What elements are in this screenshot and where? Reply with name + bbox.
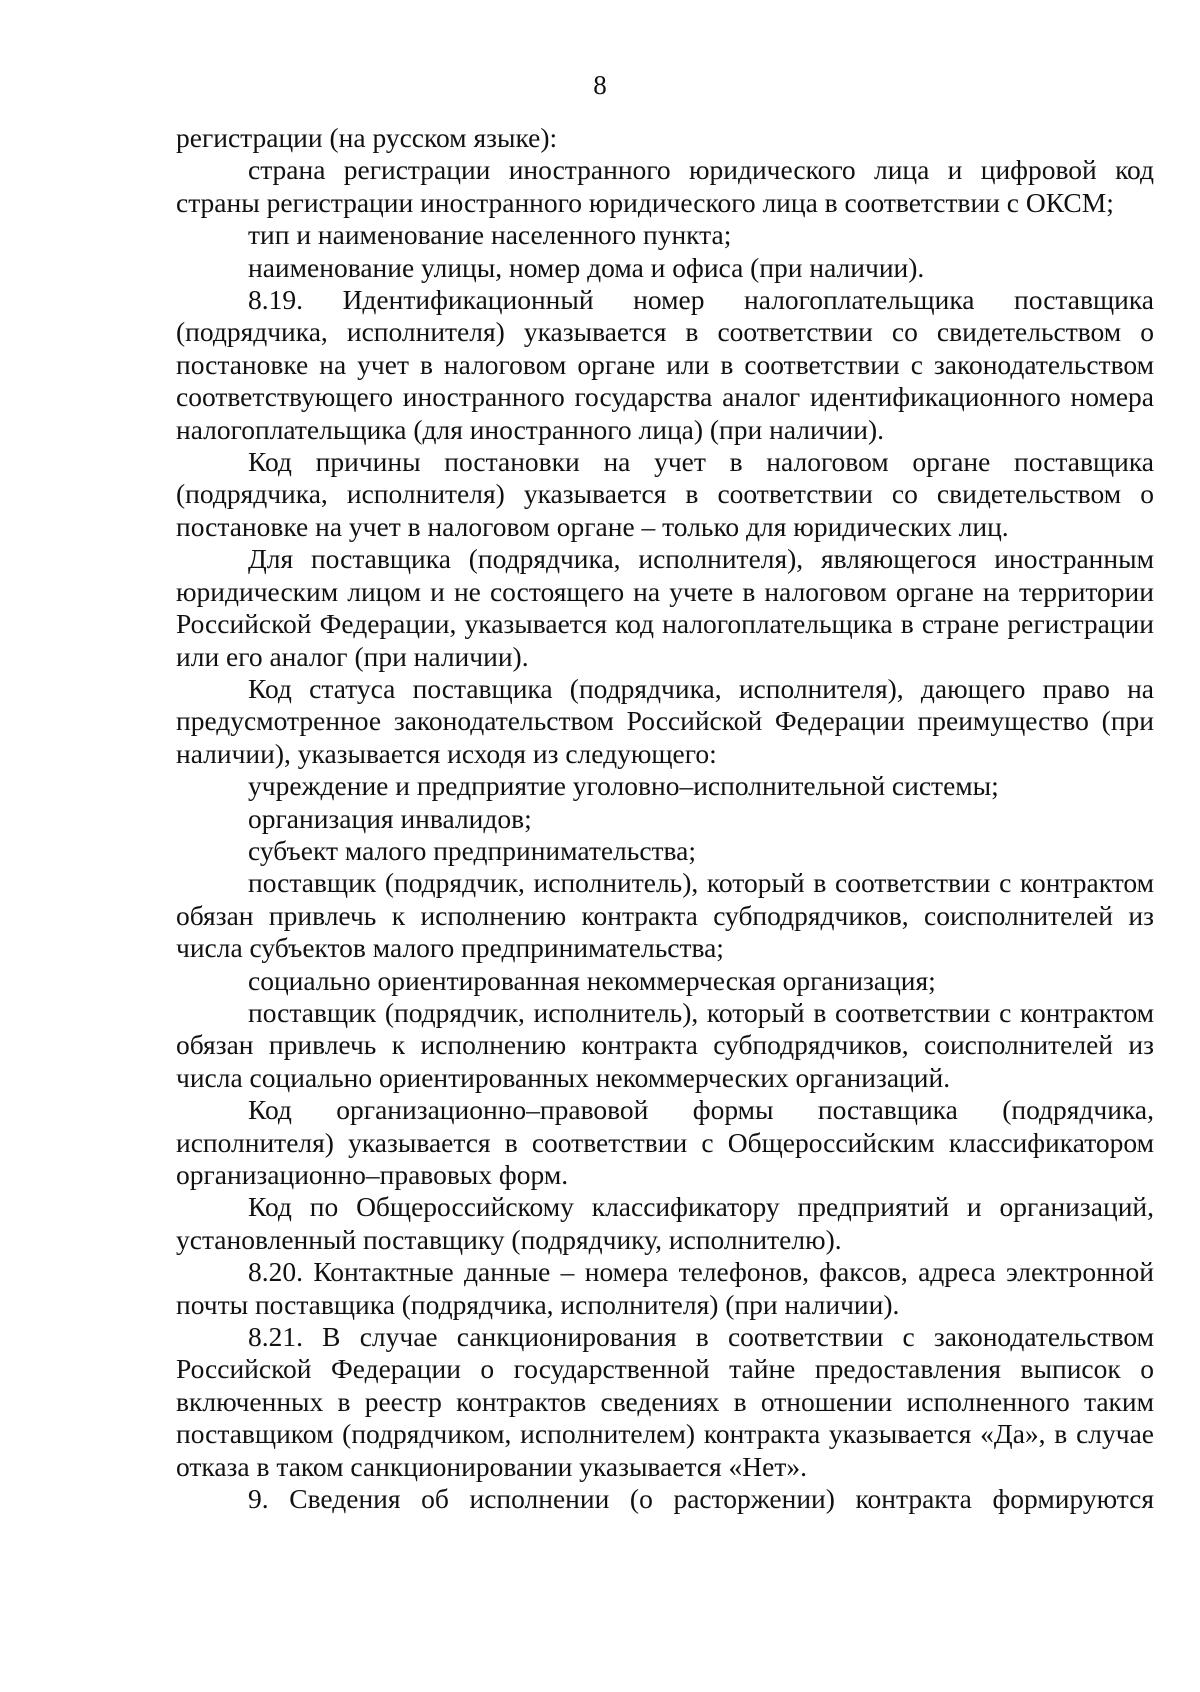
paragraph-okpo-code: Код по Общероссийскому классификатору предприятий и организаций, установленный поставщику (подрядчику, исполнителю).: [176, 1191, 1154, 1255]
page-number: 8: [593, 70, 607, 100]
document-body: [176, 122, 1154, 1515]
paragraph-kpp: Код причины постановки на учет в налоговом органе поставщика (подрядчика, исполнителя) указывается в соответствии со свидетельством о постановке на учет в налоговом органе – только для юридических лиц.: [176, 446, 1154, 542]
paragraph-registration-continuation: регистрации (на русском языке):: [176, 122, 558, 153]
paragraph-legal-form-code: Код организационно–правовой формы поставщика (подрядчика, исполнителя) указывается в соответствии с Общероссийским классификатором организационно–правовых форм.: [176, 1094, 1154, 1190]
paragraph-foreign-supplier: Для поставщика (подрядчика, исполнителя), являющегося иностранным юридическим лицом и не состоящего на учете в налоговом органе на территории Российской Федерации, указывается код налогоплательщика в стране регистрации или его аналог (при наличии).: [176, 543, 1154, 672]
list-item-small-business-subcontractors: поставщик (подрядчик, исполнитель), который в соответствии с контрактом обязан привлечь к исполнению контракта субподрядчиков, соисполнителей из числа субъектов малого предпринимательства;: [176, 867, 1154, 964]
paragraph-9-execution-info: 9. Сведения об исполнении (о расторжении) контракта формируются: [248, 1483, 1154, 1515]
paragraph-8-21-state-secret: 8.21. В случае санкционирования в соответствии с законодательством Российской Федерации о государственной тайне предоставления выписок о включенных в реестр контрактов сведениях в отношении исполненного таким поставщиком (подрядчиком, исполнителем) контракта указывается «Да», в случае отказа в таком санкционировании указывается «Нет».: [176, 1321, 1154, 1482]
list-item-disabled-organization: организация инвалидов;: [248, 802, 532, 834]
list-item-socially-oriented-nko: социально ориентированная некоммерческая организация;: [248, 964, 936, 996]
list-item-penal-system: учреждение и предприятие уголовно–исполнительной системы;: [248, 770, 999, 802]
paragraph-status-code: Код статуса поставщика (подрядчика, исполнителя), дающего право на предусмотренное законодательством Российской Федерации преимущество (при наличии), указывается исходя из следующего:: [176, 672, 1154, 769]
paragraph-settlement-type: тип и наименование населенного пункта;: [248, 219, 732, 251]
paragraph-8-20-contacts: 8.20. Контактные данные – номера телефонов, факсов, адреса электронной почты поставщика (подрядчика, исполнителя) (при наличии).: [176, 1256, 1154, 1320]
list-item-nko-subcontractors: поставщик (подрядчик, исполнитель), который в соответствии с контрактом обязан привлечь к исполнению контракта субподрядчиков, соисполнителей из числа социально ориентированных некоммерческих организаций.: [176, 996, 1154, 1093]
paragraph-country-code: страна регистрации иностранного юридического лица и цифровой код страны регистрации иностранного юридического лица в соответствии с ОКСМ;: [176, 154, 1154, 218]
list-item-small-business: субъект малого предпринимательства;: [248, 834, 697, 866]
paragraph-street-address: наименование улицы, номер дома и офиса (при наличии).: [248, 251, 925, 283]
paragraph-8-19-inn: 8.19. Идентификационный номер налогоплательщика поставщика (подрядчика, исполнителя) указывается в соответствии со свидетельством о постановке на учет в налоговом органе или в соответствии с законодательством соответствующего иностранного государства аналог идентификационного номера налогоплательщика (для иностранного лица) (при наличии).: [176, 284, 1154, 445]
